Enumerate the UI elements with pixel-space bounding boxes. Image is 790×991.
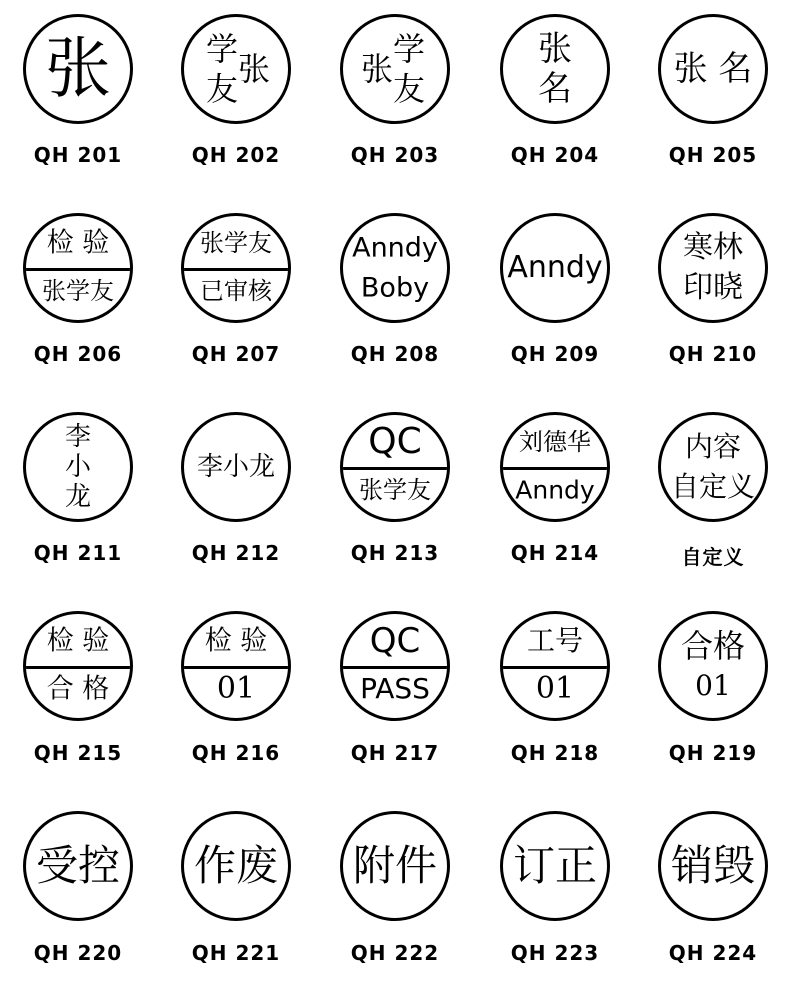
stamp-text: Anndy — [515, 475, 595, 505]
stamp-text: 寒林 — [683, 230, 743, 265]
stamp-text: 张学友 — [200, 229, 272, 257]
stamp-code-label: QH 215 — [33, 741, 123, 765]
stamp-code-label: QH 205 — [668, 143, 758, 167]
stamp-code-label: QH 210 — [668, 342, 758, 366]
stamp-code-label: QH 221 — [191, 941, 281, 965]
stamp-text: 张 — [360, 50, 394, 88]
stamp-divider — [26, 268, 130, 271]
stamp-text: 印晓 — [683, 270, 743, 305]
stamp-13 — [340, 412, 450, 522]
stamp-10 — [658, 213, 768, 323]
stamp-18 — [340, 611, 450, 721]
stamp-text: 张 名 — [673, 49, 753, 89]
stamp-text: QC — [369, 621, 421, 661]
stamp-code-label: QH 206 — [33, 342, 123, 366]
stamp-text: 01 — [695, 669, 731, 702]
stamp-6 — [23, 213, 133, 323]
stamp-text: 工号 — [526, 624, 584, 657]
stamp-text: 作废 — [193, 841, 279, 890]
stamp-5 — [658, 14, 768, 124]
stamp-text: 销毁 — [670, 841, 756, 890]
stamp-divider — [184, 268, 288, 271]
stamp-25 — [658, 811, 768, 921]
stamp-code-label: 自定义 — [681, 545, 745, 569]
stamp-text: 张 — [538, 29, 572, 69]
stamp-8 — [340, 213, 450, 323]
stamp-24 — [500, 811, 610, 921]
stamp-code-label: QH 207 — [191, 342, 281, 366]
stamp-code-label: QH 213 — [350, 541, 440, 565]
stamp-text: 张 — [237, 50, 271, 88]
stamp-text: 合 格 — [46, 673, 110, 705]
stamp-text: 友 — [392, 70, 426, 108]
stamp-code-label: QH 203 — [350, 143, 440, 167]
stamp-divider — [26, 666, 130, 669]
stamp-21 — [23, 811, 133, 921]
stamp-text: 学 — [205, 30, 239, 68]
stamp-19 — [500, 611, 610, 721]
stamp-1 — [23, 14, 133, 124]
stamp-code-label: QH 208 — [350, 342, 440, 366]
stamp-text: 张学友 — [359, 476, 431, 504]
stamp-text: 龙 — [64, 482, 92, 512]
stamp-code-label: QH 214 — [510, 541, 600, 565]
stamp-text: 李小龙 — [196, 452, 276, 482]
stamp-20 — [658, 611, 768, 721]
stamp-text: 张学友 — [42, 277, 114, 305]
stamp-code-label: QH 222 — [350, 941, 440, 965]
stamp-code-label: QH 201 — [33, 143, 123, 167]
stamp-code-label: QH 211 — [33, 541, 123, 565]
stamp-code-label: QH 223 — [510, 941, 600, 965]
stamp-text: 已审核 — [200, 277, 272, 305]
stamp-text: 检 验 — [46, 625, 110, 657]
stamp-text: 张 — [45, 30, 111, 107]
stamp-code-label: QH 204 — [510, 143, 600, 167]
stamp-text: Anndy — [507, 250, 603, 285]
stamp-text: 名 — [538, 69, 572, 109]
stamp-14 — [500, 412, 610, 522]
stamp-text: 合格 — [680, 627, 746, 665]
stamp-code-label: QH 216 — [191, 741, 281, 765]
stamp-text: 订正 — [512, 841, 598, 890]
stamp-4 — [500, 14, 610, 124]
stamp-text: 刘德华 — [519, 428, 591, 456]
stamp-code-label: QH 217 — [350, 741, 440, 765]
stamp-text: QC — [368, 421, 422, 462]
stamp-text: Anndy — [352, 232, 438, 264]
stamp-text: 检 验 — [204, 625, 268, 657]
stamp-text: 01 — [216, 671, 256, 706]
stamp-text: 自定义 — [670, 470, 756, 503]
stamp-text: 小 — [64, 452, 92, 482]
stamp-divider — [503, 666, 607, 669]
stamp-22 — [181, 811, 291, 921]
stamp-7 — [181, 213, 291, 323]
stamp-divider — [184, 666, 288, 669]
stamp-text: 受控 — [35, 841, 121, 890]
stamp-code-label: QH 209 — [510, 342, 600, 366]
stamp-2 — [181, 14, 291, 124]
stamp-11 — [23, 412, 133, 522]
stamp-16 — [23, 611, 133, 721]
stamp-divider — [343, 666, 447, 669]
stamp-3 — [340, 14, 450, 124]
stamp-text: Boby — [360, 272, 430, 304]
stamp-text: 内容 — [684, 430, 742, 463]
stamp-15 — [658, 412, 768, 522]
stamp-text: PASS — [360, 672, 430, 705]
stamp-code-label: QH 220 — [33, 941, 123, 965]
stamp-code-label: QH 212 — [191, 541, 281, 565]
stamp-9 — [500, 213, 610, 323]
stamp-code-label: QH 202 — [191, 143, 281, 167]
stamp-text: 李 — [64, 422, 92, 452]
stamp-text: 学 — [392, 30, 426, 68]
stamp-code-label: QH 224 — [668, 941, 758, 965]
stamp-divider — [343, 467, 447, 470]
stamp-text: 友 — [205, 70, 239, 108]
stamp-text: 检 验 — [46, 227, 110, 259]
stamp-code-label: QH 218 — [510, 741, 600, 765]
stamp-23 — [340, 811, 450, 921]
stamp-12 — [181, 412, 291, 522]
stamp-divider — [503, 467, 607, 470]
stamp-text: 01 — [535, 671, 575, 706]
stamp-17 — [181, 611, 291, 721]
stamp-text: 附件 — [352, 841, 438, 890]
stamp-code-label: QH 219 — [668, 741, 758, 765]
